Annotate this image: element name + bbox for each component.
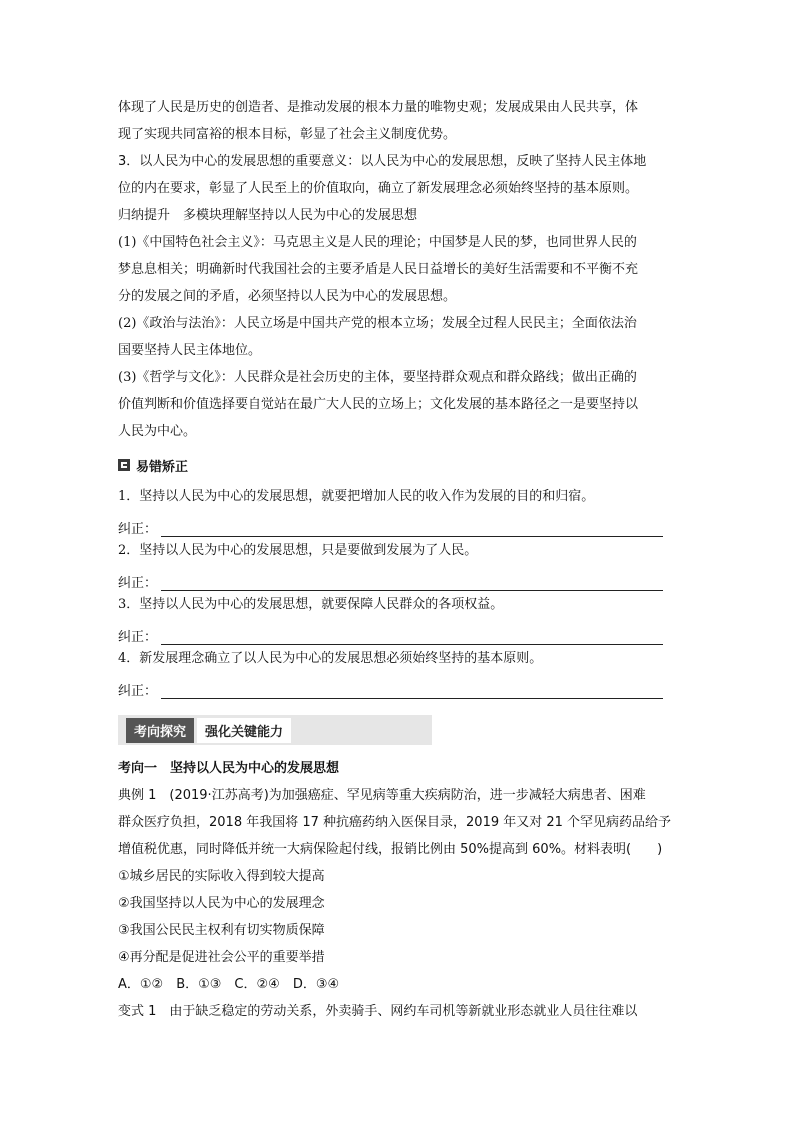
summary-item1-line-2: 梦息息相关；明确新时代我国社会的主要矛盾是人民日益增长的美好生活需要和不平衡不充 bbox=[118, 262, 639, 277]
correction-item-3: 3．坚持以人民为中心的发展思想，就要保障人民群众的各项权益。 bbox=[118, 597, 504, 612]
example1-line-2: 群众医疗负担，2018 年我国将 17 种抗癌药纳入医保目录，2019 年又对 21 个罕见病药品给予 bbox=[118, 815, 672, 830]
correction-label: 纠正： bbox=[118, 630, 158, 645]
correction-answer-line[interactable] bbox=[161, 574, 663, 591]
answer-choices: A．①② B．①③ C．②④ D．③④ bbox=[118, 977, 340, 992]
summary-item1-line-1: (1)《中国特色社会主义》：马克思主义是人民的理论；中国梦是人民的梦，也同世界人民的 bbox=[118, 235, 637, 250]
summary-item2-line-1: (2)《政治与法治》：人民立场是中国共产党的根本立场；发展全过程人民民主；全面依法治 bbox=[118, 316, 637, 331]
point3-line-2: 位的内在要求，彰显了人民至上的价值取向，确立了新发展理念必须始终坚持的基本原则。 bbox=[118, 181, 639, 196]
section-marker-icon bbox=[118, 459, 130, 471]
option-1: ①城乡居民的实际收入得到较大提高 bbox=[118, 869, 325, 884]
correction-answer-line[interactable] bbox=[161, 628, 663, 645]
banner-subtitle: 强化关键能力 bbox=[197, 718, 291, 743]
summary-item3-line-3: 人民为中心。 bbox=[118, 424, 197, 439]
correction-answer-row-1 bbox=[118, 510, 684, 537]
correction-section-title: 易错矫正 bbox=[136, 459, 189, 475]
summary-title: 归纳提升 多模块理解坚持以人民为中心的发展思想 bbox=[118, 208, 418, 223]
summary-item3-line-1: (3)《哲学与文化》：人民群众是社会历史的主体，要坚持群众观点和群众路线；做出正确的 bbox=[118, 370, 637, 385]
option-4: ④再分配是促进社会公平的重要举措 bbox=[118, 950, 325, 965]
correction-label: 纠正： bbox=[118, 522, 158, 537]
direction1-title: 考向一 坚持以人民为中心的发展思想 bbox=[118, 761, 340, 776]
correction-item-4: 4．新发展理念确立了以人民为中心的发展思想必须始终坚持的基本原则。 bbox=[118, 651, 543, 666]
correction-answer-line[interactable] bbox=[161, 520, 663, 537]
option-2: ②我国坚持以人民为中心的发展理念 bbox=[118, 896, 325, 911]
intro-line-1: 体现了人民是历史的创造者、是推动发展的根本力量的唯物史观；发展成果由人民共享，体 bbox=[118, 100, 639, 115]
correction-answer-row-3 bbox=[118, 618, 684, 645]
section-banner bbox=[118, 715, 432, 745]
correction-label: 纠正： bbox=[118, 684, 158, 699]
option-3: ③我国公民民主权利有切实物质保障 bbox=[118, 923, 325, 938]
correction-item-1: 1．坚持以人民为中心的发展思想，就要把增加人民的收入作为发展的目的和归宿。 bbox=[118, 489, 595, 504]
correction-answer-line[interactable] bbox=[161, 682, 663, 699]
point3-line-1: 3．以人民为中心的发展思想的重要意义：以人民为中心的发展思想，反映了坚持人民主体地 bbox=[118, 154, 647, 169]
summary-item3-line-2: 价值判断和价值选择要自觉站在最广大人民的立场上；文化发展的基本路径之一是要坚持以 bbox=[118, 397, 639, 412]
variant1-line-1: 变式 1 由于缺乏稳定的劳动关系，外卖骑手、网约车司机等新就业形态就业人员往往难以 bbox=[118, 1004, 638, 1019]
correction-item-2: 2．坚持以人民为中心的发展思想，只是要做到发展为了人民。 bbox=[118, 543, 478, 558]
example1-line-1: 典例 1 (2019·江苏高考)为加强癌症、罕见病等重大疾病防治，进一步减轻大病患者、困难 bbox=[118, 788, 646, 803]
correction-section-header bbox=[118, 451, 684, 479]
banner-title: 考向探究 bbox=[126, 718, 194, 743]
correction-label: 纠正： bbox=[118, 576, 158, 591]
document-page bbox=[118, 94, 684, 1025]
correction-answer-row-2 bbox=[118, 564, 684, 591]
summary-item1-line-3: 分的发展之间的矛盾，必须坚持以人民为中心的发展思想。 bbox=[118, 289, 457, 304]
correction-answer-row-4 bbox=[118, 672, 684, 699]
summary-item2-line-2: 国要坚持人民主体地位。 bbox=[118, 343, 262, 358]
example1-line-3: 增值税优惠，同时降低并统一大病保险起付线，报销比例由 50%提高到 60%。材料表明( ) bbox=[118, 842, 663, 857]
intro-line-2: 现了实现共同富裕的根本目标，彰显了社会主义制度优势。 bbox=[118, 127, 457, 142]
